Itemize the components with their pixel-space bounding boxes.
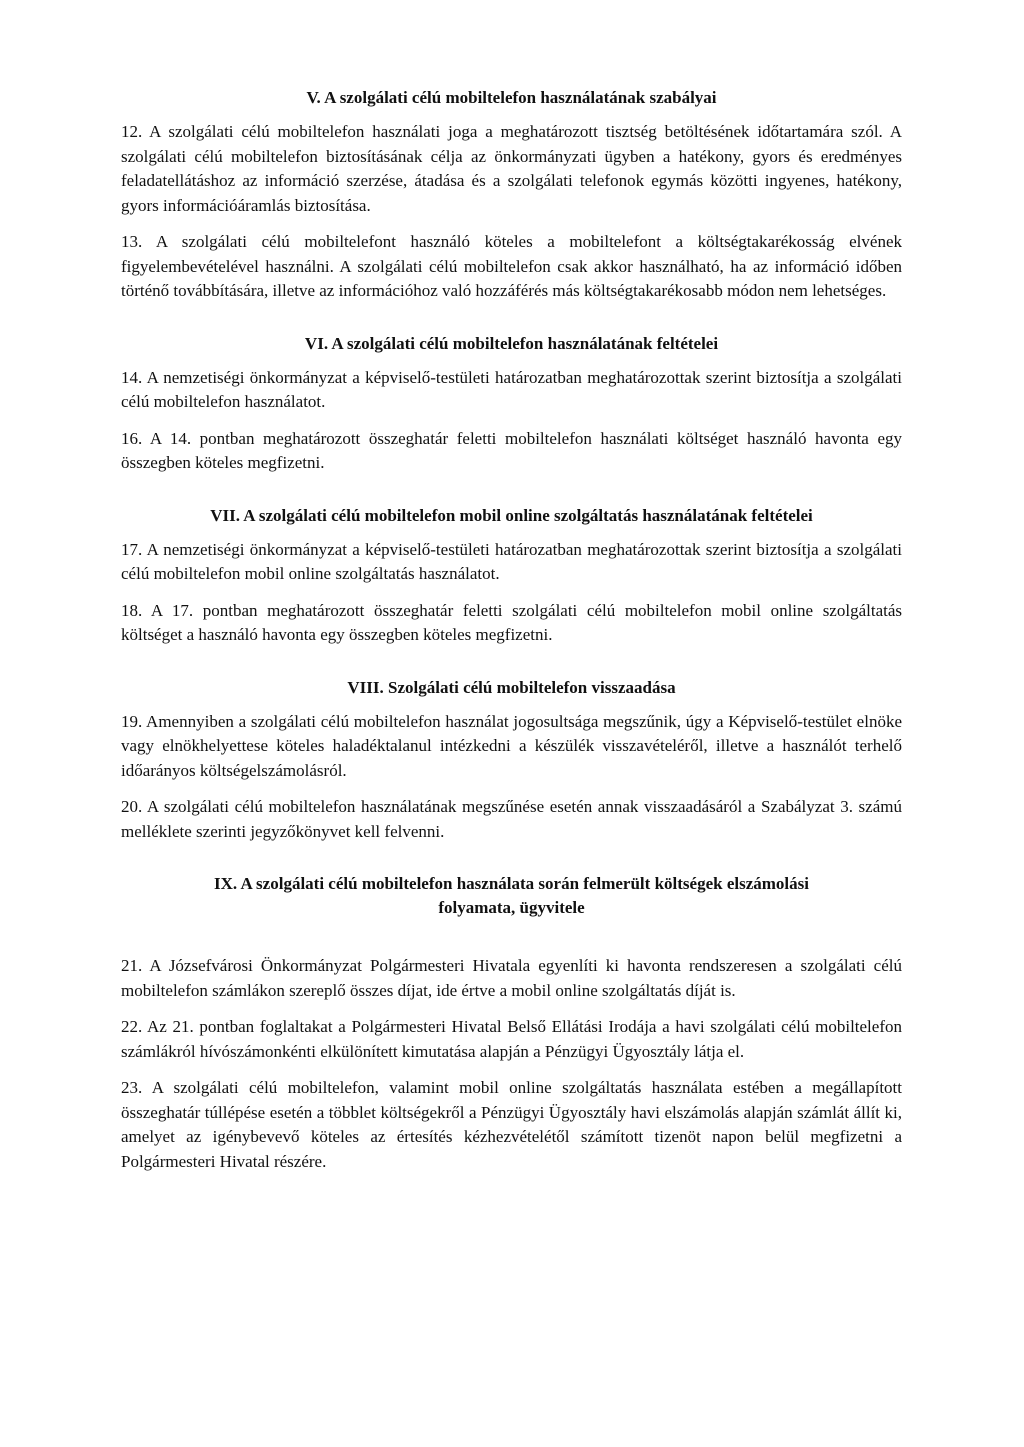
section-title: VI. A szolgálati célú mobiltelefon használatának feltételei xyxy=(304,333,719,353)
paragraph-20: 20. A szolgálati célú mobiltelefon használatának megszűnése esetén annak visszaadásáról a Szabályzat 3. számú melléklete szerinti jegyzőkönyvet kell felvenni. xyxy=(121,797,902,841)
section-title: V. A szolgálati célú mobiltelefon használatának szabályai xyxy=(306,88,717,107)
section-title-line-2: folyamata, ügyvitele xyxy=(438,898,585,917)
paragraph-18: 18. A 17. pontban meghatározott összeghatár feletti szolgálati célú mobiltelefon mobil online szolgáltatás költséget a használó havonta egy összegben köteles megfizetni. xyxy=(121,600,902,644)
section-vii xyxy=(121,504,902,648)
section-title: VIII. Szolgálati célú mobiltelefon visszaadása xyxy=(347,677,676,697)
paragraph-14: 14. A nemzetiségi önkormányzat a képviselő-testületi határozatban meghatározottak szerint biztosítja a szolgálati célú mobiltelefon használatot. xyxy=(121,367,902,411)
paragraph-17: 17. A nemzetiségi önkormányzat a képviselő-testületi határozatban meghatározottak szerint biztosítja a szolgálati célú mobiltelefon mobil online szolgáltatás használatot. xyxy=(121,539,902,583)
paragraph-13: 13. A szolgálati célú mobiltelefont használó köteles a mobiltelefont a költségtakarékosság elvének figyelembevételével használni. A szolgálati célú mobiltelefon csak akkor használható, ha az információ időben történő továbbítására, illetve az információhoz való hozzáférés más költségtakarékosabb módon nem lehetséges. xyxy=(121,232,902,300)
section-vi xyxy=(121,332,902,476)
paragraph-22: 22. Az 21. pontban foglaltakat a Polgármesteri Hivatal Belső Ellátási Irodája a havi szolgálati célú mobiltelefon számlákról hívószámonkénti elkülönített kimutatása alapján a Pénzügyi Ügyosztály látja el. xyxy=(121,1017,902,1061)
section-title-line-1: IX. A szolgálati célú mobiltelefon használata során felmerült költségek elszámolási xyxy=(214,874,809,893)
section-title xyxy=(121,872,902,920)
section-viii xyxy=(121,676,902,845)
paragraph-19: 19. Amennyiben a szolgálati célú mobiltelefon használat jogosultsága megszűnik, úgy a Képviselő-testület elnöke vagy elnökhelyettese köteles haladéktalanul intézkedni a készülék visszavételéről, illetve a használót terhelő időarányos költségelszámolásról. xyxy=(121,711,902,780)
section-v xyxy=(121,86,902,304)
paragraph-12: 12. A szolgálati célú mobiltelefon használati joga a meghatározott tisztség betöltésének időtartamára szól. A szolgálati célú mobiltelefon biztosításának célja az önkormányzati ügyben a hatékony, gyors és eredményes feladatellátáshoz az információ szerzése, átadása és a szolgálati telefonok egymás közötti ingyenes, hatékony, gyors információáramlás biztosítása. xyxy=(121,122,902,215)
paragraph-16: 16. A 14. pontban meghatározott összeghatár feletti mobiltelefon használati költséget használó havonta egy összegben köteles megfizetni. xyxy=(121,428,902,472)
section-title: VII. A szolgálati célú mobiltelefon mobil online szolgáltatás használatának feltételei xyxy=(210,505,813,525)
paragraph-23: 23. A szolgálati célú mobiltelefon, valamint mobil online szolgáltatás használata estében a megállapított összeghatár túllépése esetén a többlet költségekről a Pénzügyi Ügyosztály havi elszámolás alapján számlát állít ki, amelyet az igénybevevő köteles az értesítés kézhezvételétől számított tizenöt napon belül megfizetni a Polgármesteri Hivatal részére. xyxy=(121,1078,902,1171)
section-ix xyxy=(121,872,902,1174)
paragraph-21: 21. A Józsefvárosi Önkormányzat Polgármesteri Hivatala egyenlíti ki havonta rendszeresen a szolgálati célú mobiltelefon számlákon szereplő összes díjat, ide értve a mobil online szolgáltatás díját is. xyxy=(121,956,902,1000)
document-page xyxy=(121,86,902,1174)
